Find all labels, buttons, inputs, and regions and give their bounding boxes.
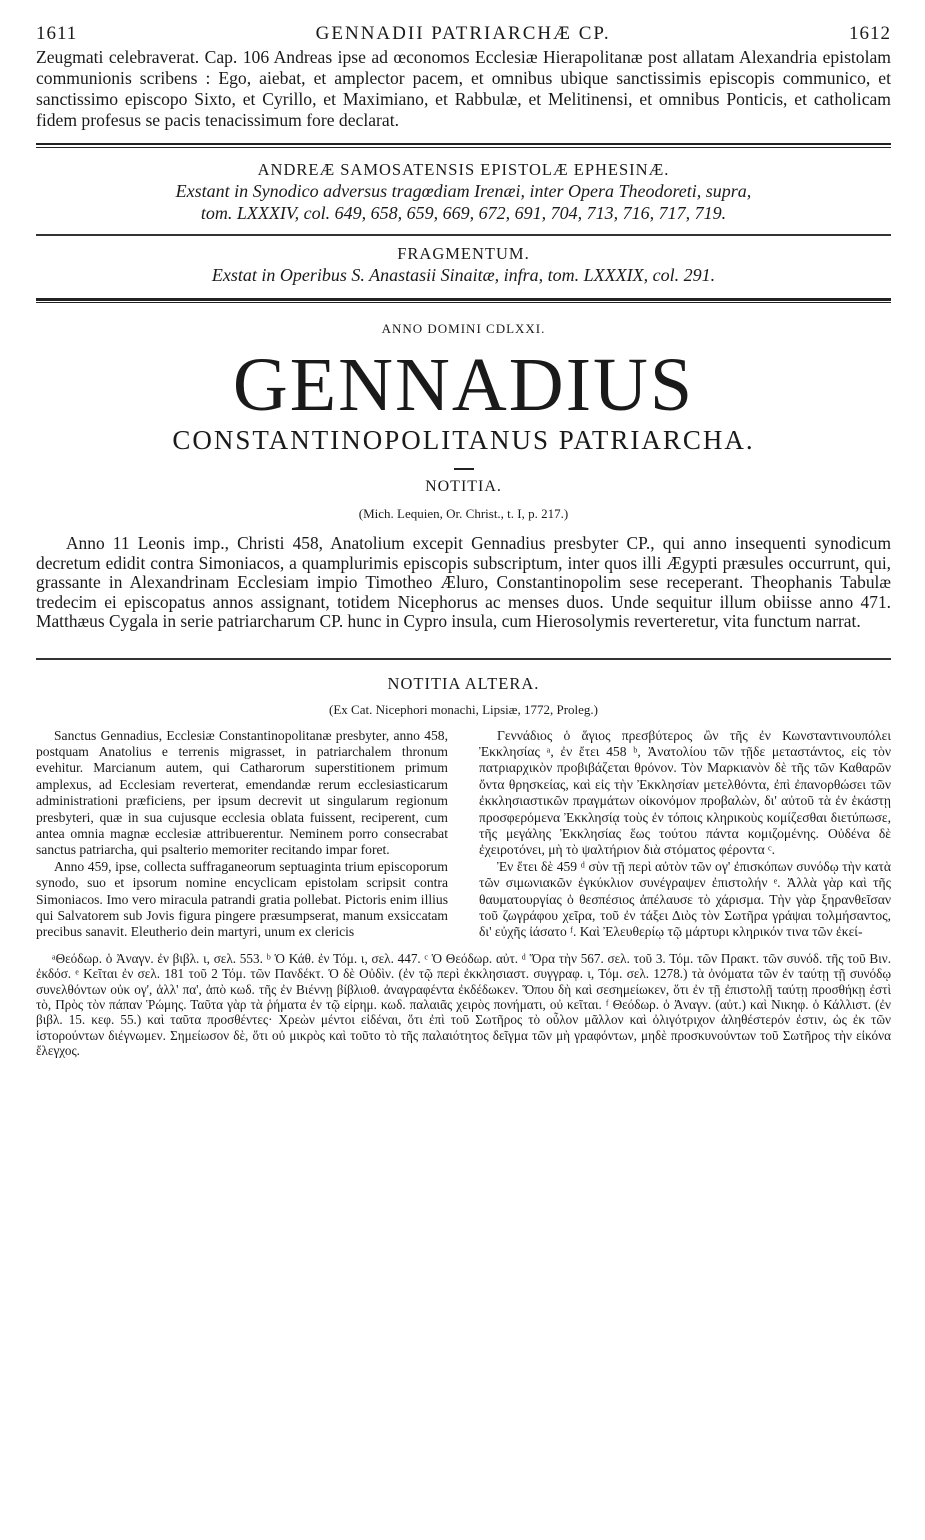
running-title: GENNADII PATRIARCHÆ CP. xyxy=(315,23,611,44)
two-column-text xyxy=(36,728,891,941)
left-page-number: 1611 xyxy=(36,23,78,44)
greek-paragraph: Ἐν ἔτει δὲ 459 ᵈ σὺν τῇ περὶ αὐτὸν τῶν ογ' ἐπισκόπων συνόδῳ τὴν κατὰ τῶν σιμωνιακῶν ἐγκύκλιον συνέγραψεν ἐπιστολήν ᵉ. Ἀλλὰ γὰρ καὶ τῆς θαυματουργίας ὁ θεσπέσιος ἀπέλαυσε τὸ χάρισμα. Τὴν γὰρ ξηρανθεῖσαν τοῦ ζωγράφου χεῖρα, τοῦ ἐν τάξει Διὸς τὸν Σωτῆρα γράψαι τολμήσαντος, δι' εὐχῆς ἰάσατο ᶠ. Καὶ Ἐλευθερίῳ τῷ μάρτυρι κληρικόν τινα τῶν ἐκεί- xyxy=(479,858,891,940)
notitia-altera-heading: NOTITIA ALTERA. xyxy=(387,673,540,693)
right-page-number: 1612 xyxy=(849,23,891,44)
notitia-heading: NOTITIA. xyxy=(425,478,502,495)
subtitle: CONSTANTINOPOLITANUS PATRIARCHA. xyxy=(172,425,755,455)
footnotes: ᵃΘεόδωρ. ὁ Ἀναγν. ἐν βιβλ. ι, σελ. 553. ᵇ Ὁ Κάθ. ἐν Τόμ. ι, σελ. 447. ᶜ Ὁ Θεόδωρ. αὐτ. ᵈ Ὅρα τὴν 567. σελ. τοῦ 3. Τόμ. τῶν Πρακτ. τῶν συνόδ. τῆς τοῦ Βιν. ἐκδόσ. ᵉ Κεῖται ἐν σελ. 181 τοῦ 2 Τόμ. τῶν Πανδέκτ. Ὁ δὲ Οὐδὶν. (ἐν τῷ περὶ ἐκκλησιαστ. συγγραφ. ι, Τόμ. σελ. 1278.) τὰ ὀνόματα τῶν ἐν ταύτῃ τῇ συνόδῳ συνελθόντων οὐκ ογ', ἀλλ' πα', ἀπὸ κωδ. τῆς ἐν Βιέννῃ βίβλιοθ. ἀναγραφέντα ἐκδέδωκεν. Ὅπου δὴ καὶ σεσημείωκεν, ὅτι ἐν τῇ ἐπιστολῇ ταύτῃ προσθήκῃ ἐστὶ τὸ, Πρὸς τὸν πάπαν Ῥώμης. Ταῦτα γὰρ τὰ ῥήματα ἐν τῷ εἰρημ. κωδ. παλαιᾶς χειρὸς πονήματι, οὐ κεῖται. ᶠ Θεόδωρ. ὁ Ἀναγν. (αὐτ.) καὶ Νικηφ. ὁ Κάλλιστ. (ἐν βιβλ. 15. κεφ. 55.) καὶ ταῦτα προσθέντες· Χρεὼν μέντοι εἰδέναι, ὅτι ἐπὶ τοῦ Σωτῆρος τὸ οὖλον μᾶλλον καὶ ὀλιγότριχον ἀληθέστερόν ἐστιν, ὡς ἐκ τῶν ἱστορούντων διέγνωμεν. Σημείωσον δὲ, ὅτι οὐ μικρὸς καὶ τοῦτο τὸ τῆς παλαιότητος δεῖγμα τῶν μὴ γραφόντων, μηδὲ προσκυνούντων τοῦ Σωτῆρος τὴν εἰκόνα ἔλεγχος. xyxy=(36,950,891,1059)
heavy-rule xyxy=(36,298,891,303)
section-rule xyxy=(36,234,891,236)
fragmentum-line: Exstat in Operibus S. Anastasii Sinaitæ, infra, tom. LXXXIX, col. 291. xyxy=(211,265,716,285)
anno-domini: ANNO DOMINI CDLXXI. xyxy=(381,321,546,336)
intro-paragraph: Zeugmati celebraverat. Cap. 106 Andreas ipse ad œconomos Ecclesiæ Hierapolitanæ post allatam Alexandria epistolam communionis scribens : Ego, aiebat, et amplector pacem, et omnibus ubique sanctissimis episcopis communico, et sanctissimo episcopo Sixto, et Cyrillo, et Maximiano, et Rabbulæ, et Melitinensi, et omnibus Ponticis, et catholicam fidem profesus se pacis tenacissimum fore declarat. xyxy=(36,47,891,130)
section-andreae-title: ANDREÆ SAMOSATENSIS EPISTOLÆ EPHESINÆ. xyxy=(257,160,670,179)
section-andreae-line-1: Exstant in Synodico adversus tragœdiam Irenæi, inter Opera Theodoreti, supra, xyxy=(175,181,752,201)
section-andreae-line-2: tom. LXXXIV, col. 649, 658, 659, 669, 672, 691, 704, 713, 716, 717, 719. xyxy=(200,203,727,223)
notitia-altera-reference: (Ex Cat. Nicephori monachi, Lipsiæ, 1772, Proleg.) xyxy=(329,701,598,717)
main-title: GENNADIUS xyxy=(232,343,695,427)
greek-column xyxy=(479,728,891,941)
greek-paragraph: Γεννάδιος ὁ ἅγιος πρεσβύτερος ὢν τῆς ἐν Κωνσταντινουπόλει Ἐκκλησίας ᵃ, ἐν ἔτει 458 ᵇ, Ἀνατολίου τῶν τῇδε μεταστάντος, εἰς τὸν πατριαρχικὸν προβιβάζεται θρόνον. Τὸν Μαρκιανὸν δὲ τῆς τῶν Καθαρῶν ὄντα θρησκείας, καὶ εἰς τὴν Ἐκκλησίαν μετελθόντα, ἐπὶ ἐπανορθώσει τῶν ἐκκλησιαστικῶν πραγμάτων οἰκονόμον προβαλὼν, δι' αὐτοῦ τὰ ἐν ἑκάστῃ προσφερόμενα Ἐκκλησίᾳ τοὺς ἐν τόποις κληρικοὺς κομίζεσθαι διετύπωσε, τῆς μεγάλης Ἐκκλησίας ἕως τούτου πάντα κομιζομένης. Οὐδένα δὲ ἐχειροτόνει, μὴ τὸ ψαλτήριον διὰ στόματος φέροντα ᶜ. xyxy=(479,727,891,858)
latin-paragraph: Anno 459, ipse, collecta suffraganeorum septuaginta trium episcoporum synodo, suo et ipsorum nomine encyclicam epistolam scripsit contra Simoniacos. Imo vero miracula patrandi gratia pollebat. Pictoris enim illius qui Salvatorem sub Jovis figura pingere præsumpserat, manum exsiccatam precibus sanavit. Eleutherio dein martyri, unum ex clericis xyxy=(36,858,448,940)
running-header xyxy=(36,22,891,46)
latin-column xyxy=(36,728,448,941)
page xyxy=(36,22,891,1059)
fragmentum-title: FRAGMENTUM. xyxy=(397,244,530,263)
notitia-body: Anno 11 Leonis imp., Christi 458, Anatolium excepit Gennadius presbyter CP., qui anno insequenti synodicum decretum edidit contra Simoniacos, a quamplurimis episcopis subscriptum, inter quos illi Ægypti præsules occurrunt, qui, grassante in Alexandrinam Ecclesiam impio Timotheo Æluro, Constantinopolim sese receperant. Theophanis Tabulæ tredecim ei episcopatus annos assignant, totidem Nicephorus ac menses duos. Unde sequitur illum obiisse anno 471. Matthæus Cygala in serie patriarcharum CP. hunc in Cypro insula, cum Hierosolymis reverteretur, vita functum narrat. xyxy=(36,533,891,631)
double-rule xyxy=(36,143,891,148)
latin-paragraph: Sanctus Gennadius, Ecclesiæ Constantinopolitanæ presbyter, anno 458, postquam Anatolius e terrenis migrasset, in patriarchalem thronum evehitur. Marcianum autem, qui Catharorum superstitionem primum amplexus, ad Ecclesiam reverterat, emendandæ rerum ecclesiasticarum administrationi præficiens, per ipsum decrevit ut singularum regionum presbyteri, quæ in sua cujusque ecclesia oblata fuissent, reciperent, cum antea omnia magnæ ecclesiæ attribuerentur. Neminem porro consecrabat sanctus patriarcha, qui psalterio memoriter recitando impar foret. xyxy=(36,727,448,858)
title-dash xyxy=(454,468,474,470)
notitia-rule xyxy=(36,658,891,660)
notitia-reference: (Mich. Lequien, Or. Christ., t. I, p. 217.) xyxy=(358,506,569,521)
